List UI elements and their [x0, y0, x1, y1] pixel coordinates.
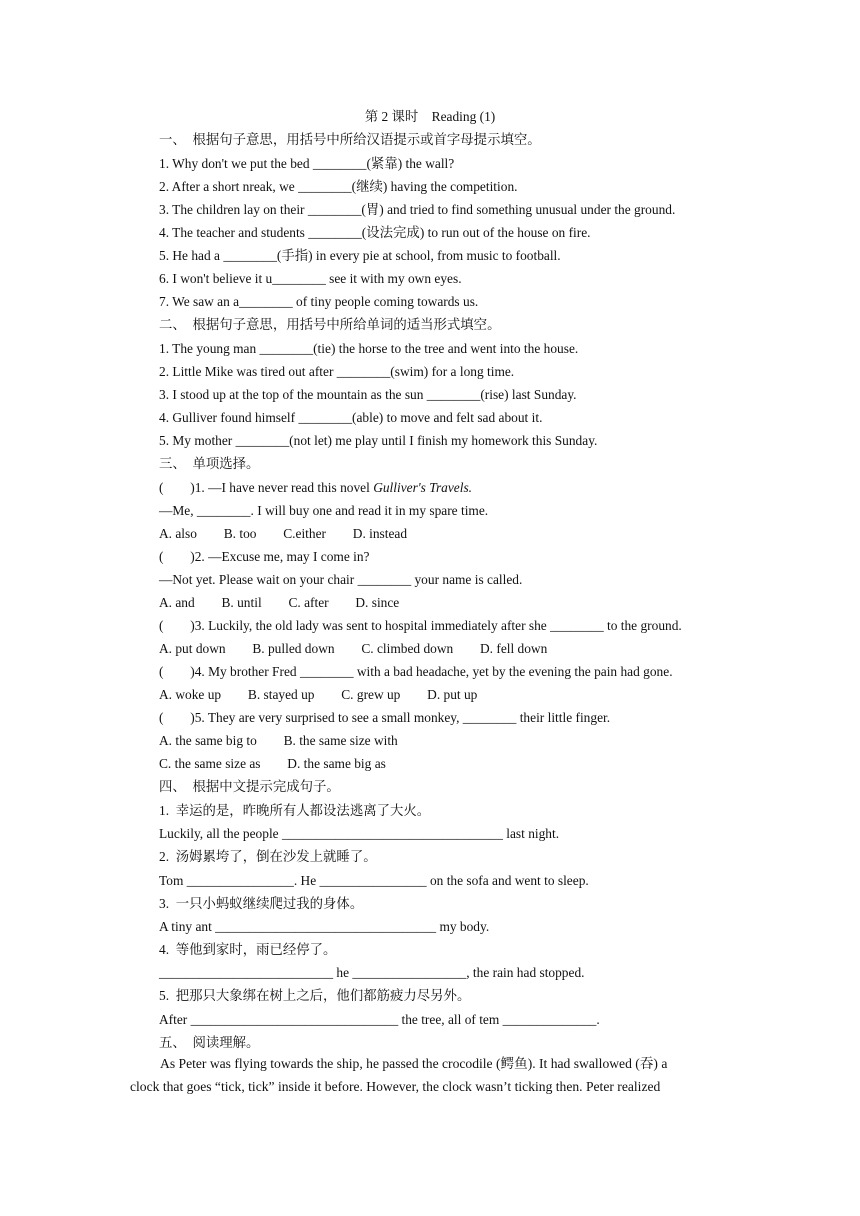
s3-question-2: ( )2. —Excuse me, may I come in? — [159, 549, 370, 564]
reading-passage-line-2: clock that goes “tick, tick” inside it before. However, the clock wasn’t ticking then. Peter realized — [130, 1079, 661, 1094]
s3-q5-options-cd: C. the same size as D. the same big as — [159, 756, 386, 771]
s3-question-3: ( )3. Luckily, the old lady was sent to hospital immediately after she ________ to the ground. — [159, 618, 682, 633]
s1-question-2: 2. After a short nreak, we ________(继续) having the competition. — [159, 179, 518, 194]
s2-question-5: 5. My mother ________(not let) me play until I finish my homework this Sunday. — [159, 433, 598, 448]
s1-question-6: 6. I won't believe it u________ see it with my own eyes. — [159, 271, 462, 286]
s1-question-3: 3. The children lay on their ________(胃) and tried to find something unusual under the ground. — [159, 202, 676, 217]
s1-question-7: 7. We saw an a________ of tiny people coming towards us. — [159, 294, 479, 309]
s2-question-1: 1. The young man ________(tie) the horse to the tree and went into the house. — [159, 341, 579, 356]
s4-prompt-3: 3. 一只小蚂蚁继续爬过我的身体。 — [159, 896, 364, 911]
s3-q1-options: A. also B. too C.either D. instead — [159, 526, 408, 541]
s3-question-1 — [159, 479, 472, 497]
s4-prompt-5: 5. 把那只大象绑在树上之后，他们都筋疲力尽另外。 — [159, 988, 471, 1003]
s4-answer-3: A tiny ant _________________________________ my body. — [159, 919, 490, 934]
s2-question-4: 4. Gulliver found himself ________(able) to move and felt sad about it. — [159, 410, 543, 425]
s4-prompt-2: 2. 汤姆累垮了，倒在沙发上就睡了。 — [159, 849, 377, 864]
s3-q2-reply: —Not yet. Please wait on your chair ________ your name is called. — [159, 572, 523, 587]
section-5-heading: 五、 阅读理解。 — [159, 1035, 260, 1050]
section-4-heading: 四、 根据中文提示完成句子。 — [159, 779, 340, 794]
section-2-heading: 二、 根据句子意思，用括号中所给单词的适当形式填空。 — [159, 317, 501, 332]
s4-prompt-1: 1. 幸运的是，昨晚所有人都设法逃离了大火。 — [159, 803, 431, 818]
s3-q1-reply: —Me, ________. I will buy one and read it in my spare time. — [159, 503, 489, 518]
s3-question-4: ( )4. My brother Fred ________ with a bad headache, yet by the evening the pain had gone. — [159, 664, 673, 679]
s4-answer-5: After _______________________________ the tree, all of tem ______________. — [159, 1012, 600, 1027]
section-1-heading: 一、 根据句子意思，用括号中所给汉语提示或首字母提示填空。 — [159, 132, 541, 147]
s2-question-3: 3. I stood up at the top of the mountain as the sun ________(rise) last Sunday. — [159, 387, 577, 402]
s3-q1-stem: ( )1. —I have never read this novel — [159, 480, 374, 495]
s3-q3-options: A. put down B. pulled down C. climbed down D. fell down — [159, 641, 548, 656]
s4-answer-4: __________________________ he _________________, the rain had stopped. — [159, 965, 585, 980]
section-3-heading: 三、 单项选择。 — [159, 456, 260, 471]
s3-q1-book-title: Gulliver's Travels. — [373, 480, 473, 495]
s3-question-5: ( )5. They are very surprised to see a small monkey, ________ their little finger. — [159, 710, 611, 725]
s1-question-4: 4. The teacher and students ________(设法完成) to run out of the house on fire. — [159, 225, 591, 240]
s3-q4-options: A. woke up B. stayed up C. grew up D. put up — [159, 687, 478, 702]
page-title: 第 2 课时 Reading (1) — [364, 109, 496, 124]
s3-q5-options-ab: A. the same big to B. the same size with — [159, 733, 398, 748]
s2-question-2: 2. Little Mike was tired out after ________(swim) for a long time. — [159, 364, 515, 379]
s4-prompt-4: 4. 等他到家时，雨已经停了。 — [159, 942, 337, 957]
s1-question-5: 5. He had a ________(手指) in every pie at school, from music to football. — [159, 248, 561, 263]
s4-answer-1: Luckily, all the people _________________________________ last night. — [159, 826, 560, 841]
s1-question-1: 1. Why don't we put the bed ________(紧靠) the wall? — [159, 156, 455, 171]
s3-q2-options: A. and B. until C. after D. since — [159, 595, 400, 610]
s4-answer-2: Tom ________________. He ________________ on the sofa and went to sleep. — [159, 873, 589, 888]
reading-passage-line-1: As Peter was flying towards the ship, he passed the crocodile (鳄鱼). It had swallowed (吞) a — [160, 1056, 668, 1071]
